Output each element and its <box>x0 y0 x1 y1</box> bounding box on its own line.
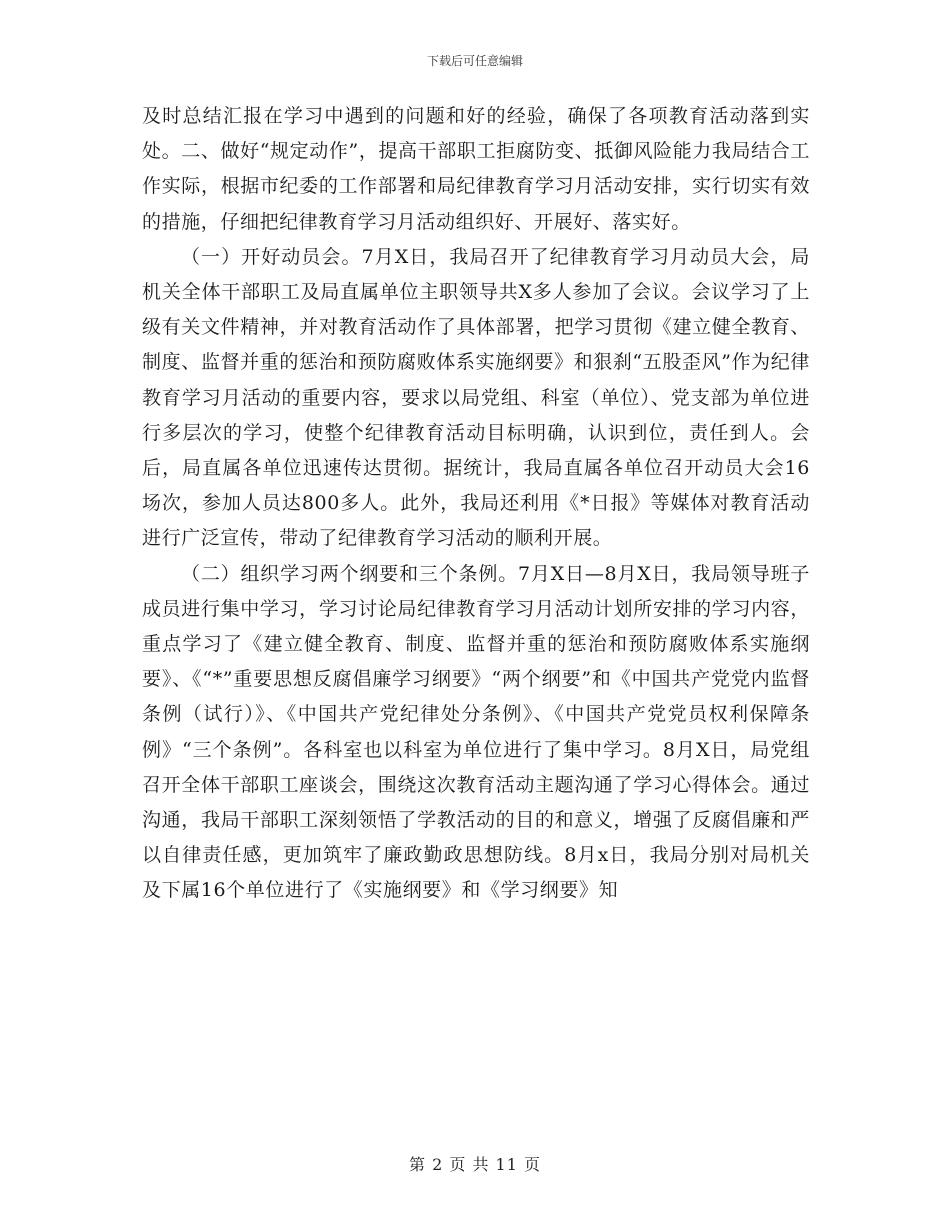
paragraph-study-outlines: （二）组织学习两个纲要和三个条例。7月X日—8月X日，我局领导班子成员进行集中学习，学习讨论局纪律教育学习月活动计划所安排的学习内容，重点学习了《建立健全教育、制度、监督并重的惩治和预防腐败体系实施纲要》、《“*”重要思想反腐倡廉学习纲要》“两个纲要”和《中国共产党党内监督条例（试行）》、《中国共产党纪律处分条例》、《中国共产党党员权利保障条例》“三个条例”。各科室也以科室为单位进行了集中学习。8月X日，局党组召开全体干部职工座谈会，围绕这次教育活动主题沟通了学习心得体会。通过沟通，我局干部职工深刻领悟了学教活动的目的和意义，增强了反腐倡廉和严以自律责任感，更加筑牢了廉政勤政思想防线。8月x日，我局分别对局机关及下属16个单位进行了《实施纲要》和《学习纲要》知 <box>142 562 810 902</box>
paragraph-continued-summary: 及时总结汇报在学习中遇到的问题和好的经验，确保了各项教育活动落到实处。二、做好“规定动作”，提高干部职工拒腐防变、抵御风险能力我局结合工作实际，根据市纪委的工作部署和局纪律教育学习月活动安排，实行切实有效的措施，仔细把纪律教育学习月活动组织好、开展好、落实好。 <box>142 105 810 233</box>
document-body <box>142 99 810 909</box>
paragraph-mobilization-meeting: （一）开好动员会。7月X日，我局召开了纪律教育学习月动员大会，局机关全体干部职工及局直属单位主职领导共X多人参加了会议。会议学习了上级有关文件精神，并对教育活动作了具体部署，把学习贯彻《建立健全教育、制度、监督并重的惩治和预防腐败体系实施纲要》和狠刹“五股歪风”作为纪律教育学习月活动的重要内容，要求以局党组、科室（单位）、党支部为单位进行多层次的学习，使整个纪律教育活动目标明确，认识到位，责任到人。会后，局直属各单位迅速传达贯彻。据统计，我局直属各单位召开动员大会16场次，参加人员达800多人。此外，我局还利用《*日报》等媒体对教育活动进行广泛宣传，带动了纪律教育学习活动的顺利开展。 <box>142 245 810 550</box>
page-header-note: 下载后可任意编辑 <box>426 54 523 68</box>
page-number: 第 2 页 共 11 页 <box>409 1155 541 1174</box>
